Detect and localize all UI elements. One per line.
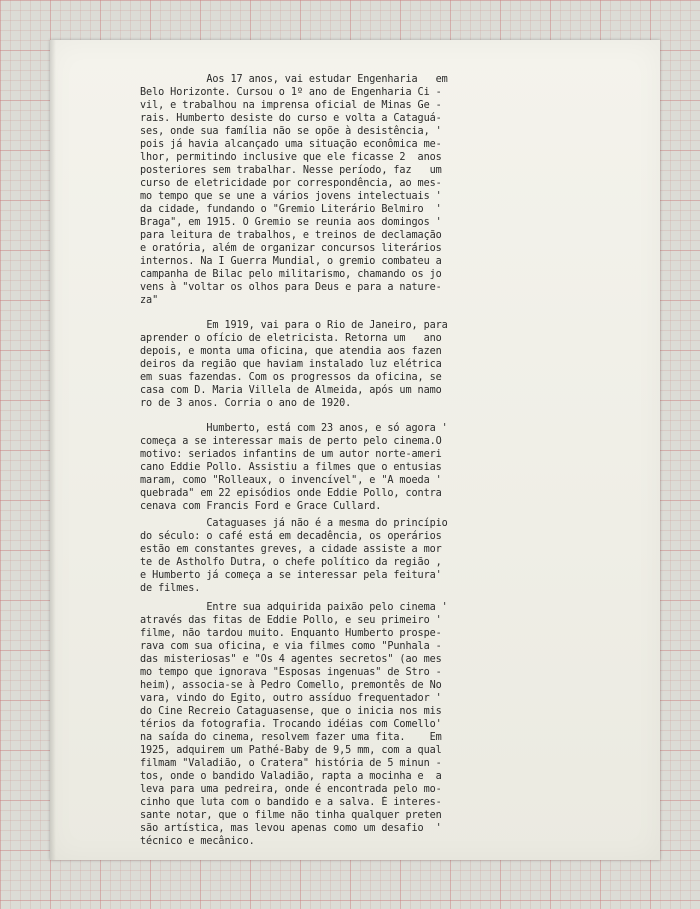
text-line: rava com sua oficina, e via filmes como "Punhala - (140, 641, 442, 652)
text-line: cenava com Francis Ford e Grace Cullard. (140, 501, 382, 512)
text-line: posteriores sem trabalhar. Nesse período, faz um (140, 165, 442, 176)
text-line: internos. Na I Guerra Mundial, o gremio combateu a (140, 256, 442, 267)
text-line: deiros da região que haviam instalado luz elétrica (140, 359, 442, 370)
text-line: Belo Horizonte. Cursou o 1º ano de Engenharia Ci - (140, 87, 442, 98)
text-line: mo tempo que se une a vários jovens intelectuais ' (140, 191, 442, 202)
text-line: através das fitas de Eddie Pollo, e seu primeiro ' (140, 615, 442, 626)
text-line: tos, onde o bandido Valadião, rapta a mocinha e a (140, 771, 442, 782)
text-line: são artística, mas levou apenas como um desafio ' (140, 823, 442, 834)
text-line: vil, e trabalhou na imprensa oficial de Minas Ge - (140, 100, 442, 111)
text-line: filmam "Valadião, o Cratera" história de 5 minun - (140, 758, 442, 769)
text-line: do século: o café está em decadência, os operários (140, 531, 442, 542)
text-line: Cataguases já não é a mesma do princípio (140, 518, 448, 529)
text-line: maram, como "Rolleaux, o invencível", e "A moeda ' (140, 475, 442, 486)
text-line: leva para uma pedreira, onde é encontrada pelo mo- (140, 784, 442, 795)
text-line: campanha de Bilac pelo militarismo, chamando os jo (140, 269, 442, 280)
paragraph-3 (140, 422, 470, 513)
text-line: pois já havia alcançado uma situação econômica me- (140, 139, 442, 150)
text-line: do Cine Recreio Cataguasense, que o inicia nos mis (140, 706, 442, 717)
text-line: e Humberto já começa a se interessar pela feitura' (140, 570, 442, 581)
text-line: Entre sua adquirida paixão pelo cinema ' (140, 602, 448, 613)
paragraph-1 (140, 73, 470, 307)
text-line: cano Eddie Pollo. Assistiu a filmes que o entusias (140, 462, 442, 473)
text-line: em suas fazendas. Com os progressos da oficina, se (140, 372, 442, 383)
text-line: casa com D. Maria Villela de Almeida, após um namo (140, 385, 442, 396)
text-line: técnico e mecânico. (140, 836, 255, 847)
text-line: depois, e monta uma oficina, que atendia aos fazen (140, 346, 442, 357)
text-line: para leitura de trabalhos, e treinos de declamação (140, 230, 442, 241)
text-line: vara, vindo do Egito, outro assíduo frequentador ' (140, 693, 442, 704)
paragraph-4 (140, 517, 470, 595)
text-line: de filmes. (140, 583, 201, 594)
text-line: ses, onde sua família não se opõe à desistência, ' (140, 126, 442, 137)
text-line: e oratória, além de organizar concursos literários (140, 243, 442, 254)
text-line: curso de eletricidade por correspondência, ao mes- (140, 178, 442, 189)
text-line: filme, não tardou muito. Enquanto Humberto prospe- (140, 628, 442, 639)
text-line: motivo: seriados infantins de um autor norte-ameri (140, 449, 442, 460)
text-line: Humberto, está com 23 anos, e só agora ' (140, 423, 448, 434)
text-line: rais. Humberto desiste do curso e volta a Cataguá- (140, 113, 442, 124)
text-line: da cidade, fundando o "Gremio Literário Belmiro ' (140, 204, 442, 215)
text-line: das misteriosas" e "Os 4 agentes secretos" (ao mes (140, 654, 442, 665)
text-line: estão em constantes greves, a cidade assiste a mor (140, 544, 442, 555)
text-line: te de Astholfo Dutra, o chefe político da região , (140, 557, 442, 568)
text-line: za" (140, 295, 159, 306)
paragraph-5 (140, 601, 470, 848)
text-line: ro de 3 anos. Corria o ano de 1920. (140, 398, 352, 409)
text-line: 1925, adquirem um Pathé-Baby de 9,5 mm, com a qual (140, 745, 442, 756)
text-line: aprender o ofício de eletricista. Retorna um ano (140, 333, 442, 344)
text-line: quebrada" em 22 episódios onde Eddie Pollo, contra (140, 488, 442, 499)
page-fold-shadow (50, 40, 56, 860)
text-line: vens à "voltar os olhos para Deus e para a nature- (140, 282, 442, 293)
paragraph-2 (140, 319, 470, 410)
text-line: começa a se interessar mais de perto pelo cinema.O (140, 436, 442, 447)
text-line: cinho que luta com o bandido e a salva. É interes- (140, 797, 442, 808)
text-line: Em 1919, vai para o Rio de Janeiro, para (140, 320, 448, 331)
text-line: heim), associa-se à Pedro Comello, premontês de No (140, 680, 442, 691)
text-line: na saída do cinema, resolvem fazer uma fita. Em (140, 732, 442, 743)
text-line: mo tempo que ignorava "Esposas ingenuas" de Stro - (140, 667, 442, 678)
text-line: Braga", em 1915. O Gremio se reunia aos domingos ' (140, 217, 442, 228)
text-line: térios da fotografia. Trocando idéias com Comello' (140, 719, 442, 730)
text-line: lhor, permitindo inclusive que ele ficasse 2 anos (140, 152, 442, 163)
text-line: sante notar, que o filme não tinha qualquer preten (140, 810, 442, 821)
text-line: Aos 17 anos, vai estudar Engenharia em (140, 74, 448, 85)
document-body (140, 73, 470, 860)
